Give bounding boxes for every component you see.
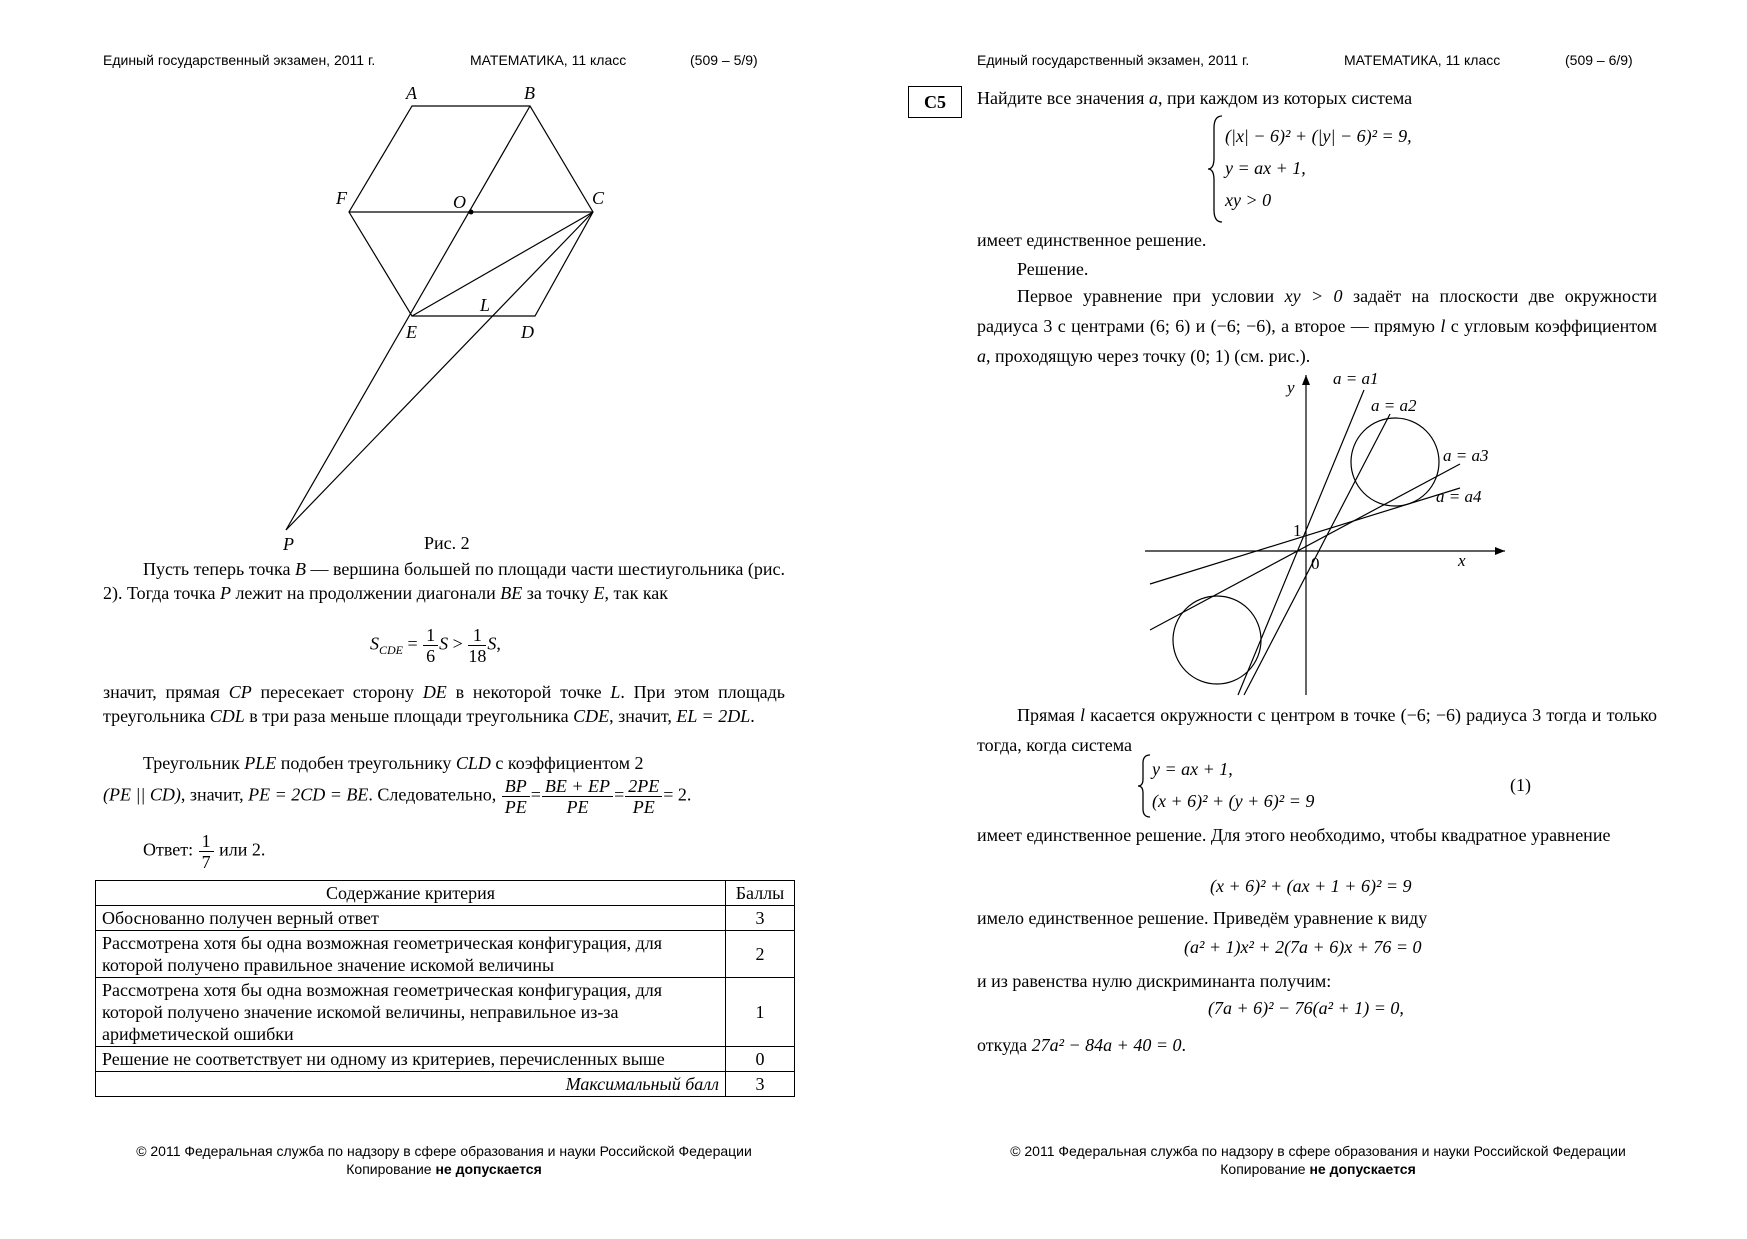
system2-number: (1) <box>1510 775 1531 795</box>
label-d: D <box>521 322 534 342</box>
right-para-2: Прямая l касается окружности с центром в точке (−6; −6) радиуса 3 тогда и только тогда, когда система <box>977 705 1657 755</box>
right-header-subject: МАТЕМАТИКА, 11 класс <box>1344 52 1501 68</box>
table-cell-criterion: Рассмотрена хотя бы одна возможная геометрическая конфигурация, для которой получено правильное значение искомой величины <box>96 931 726 978</box>
label-e: E <box>406 322 417 342</box>
answer-line: Ответ: $\frac{1}{7}$ или 2. <box>143 831 266 872</box>
right-para-4: имело единственное решение. Приведём уравнение к виду <box>977 908 1428 928</box>
right-footer <box>977 1142 1659 1178</box>
left-header-page: (509 – 5/9) <box>690 52 758 68</box>
table-cell-criterion: Рассмотрена хотя бы одна возможная геометрическая конфигурация, для которой получено значение искомой величины, неправильное из-за арифметической ошибки <box>96 978 726 1047</box>
table-header-criteria: Содержание критерия <box>96 881 726 906</box>
left-header-exam: Единый государственный экзамен, 2011 г. <box>103 52 376 68</box>
x-axis-arrow <box>1495 547 1505 555</box>
table-cell-criterion: Обоснованно получен верный ответ <box>96 906 726 931</box>
right-intro: Найдите все значения a, при каждом из которых система <box>977 88 1413 108</box>
table-cell-points: 3 <box>726 906 795 931</box>
line-a4 <box>1150 488 1460 584</box>
table-header-points: Баллы <box>726 881 795 906</box>
figure-caption: Рис. 2 <box>424 533 470 553</box>
right-footer-forbidden: не допускается <box>1309 1161 1416 1177</box>
task-label-box: C5 <box>908 86 962 118</box>
criteria-table <box>95 880 795 1097</box>
graph-x-label: x <box>1458 551 1466 570</box>
graph-zero-label: 0 <box>1311 554 1320 573</box>
label-a: A <box>406 83 417 103</box>
system2-eq-2: (x + 6)² + (y + 6)² = 9 <box>1152 791 1315 811</box>
table-row <box>96 1047 795 1072</box>
left-footer-forbidden: не допускается <box>435 1161 542 1177</box>
system2-eq-1: y = ax + 1, <box>1152 759 1233 779</box>
table-max-points: 3 <box>726 1072 795 1097</box>
system-eq-2: y = ax + 1, <box>1225 158 1306 178</box>
right-header-exam: Единый государственный экзамен, 2011 г. <box>977 52 1250 68</box>
graph-line-label-a1: a = a1 <box>1333 370 1379 388</box>
solution-label: Решение. <box>1017 259 1089 279</box>
circle-upper <box>1351 418 1439 506</box>
right-para-3: имеет единственное решение. Для этого необходимо, чтобы квадратное уравнение <box>977 825 1611 845</box>
line-a3 <box>1150 464 1460 630</box>
graph-line-label-a2: a = a2 <box>1371 396 1417 415</box>
graph-line-label-a3: a = a3 <box>1443 446 1489 465</box>
left-para-3a: Треугольник PLE подобен треугольнику CLD с коэффициентом 2 <box>143 753 644 773</box>
right-footer-copying: Копирование <box>1220 1161 1310 1177</box>
system-eq-1: (|x| − 6)² + (|y| − 6)² = 9, <box>1225 126 1412 146</box>
point-o-dot <box>469 210 474 215</box>
label-p: P <box>283 534 294 554</box>
tangent-lines-graph <box>1130 370 1510 700</box>
right-header-page: (509 – 6/9) <box>1565 52 1633 68</box>
right-footer-copyright: © 2011 Федеральная служба по надзору в сфере образования и науки Российской Федерации <box>1010 1143 1626 1159</box>
label-l: L <box>480 295 491 315</box>
label-o: O <box>453 192 466 212</box>
right-para-5: и из равенства нулю дискриминанта получим: <box>977 971 1332 991</box>
right-last-line: откуда 27a² − 84a + 40 = 0. <box>977 1035 1186 1055</box>
graph-y-label: y <box>1287 378 1295 397</box>
line-cp <box>286 212 593 530</box>
left-footer-copyright: © 2011 Федеральная служба по надзору в сфере образования и науки Российской Федерации <box>136 1143 752 1159</box>
graph-one-label: 1 <box>1293 521 1302 540</box>
line-bp <box>286 106 530 530</box>
formula-area: $S_{CDE}$ = $\frac{1}{6}$ S > $\frac{1}{18}$ S, <box>370 625 501 666</box>
table-row <box>96 906 795 931</box>
graph-line-label-a4: a = a4 <box>1436 487 1482 506</box>
label-f: F <box>336 188 347 208</box>
table-header-row <box>96 881 795 906</box>
table-row <box>96 978 795 1047</box>
system2-equations <box>1152 753 1314 817</box>
left-header-subject: МАТЕМАТИКА, 11 класс <box>470 52 627 68</box>
unique-solution-text: имеет единственное решение. <box>977 230 1207 250</box>
table-cell-points: 0 <box>726 1047 795 1072</box>
hexagon-figure <box>0 0 820 560</box>
table-cell-criterion: Решение не соответствует ни одному из критериев, перечисленных выше <box>96 1047 726 1072</box>
left-para-3b: (PE || CD), значит, PE = 2CD = BE. Следовательно, $\frac{BP}{PE}$ = $\frac{BE + EP}{PE}$ = $\frac{2PE}{PE}$ = 2. <box>103 776 692 817</box>
system-eq-3: xy > 0 <box>1225 190 1272 210</box>
equation-c: (7a + 6)² − 76(a² + 1) = 0, <box>1208 998 1404 1018</box>
table-row <box>96 931 795 978</box>
line-a1 <box>1238 390 1364 695</box>
table-cell-points: 1 <box>726 978 795 1047</box>
left-para-1: Пусть теперь точка B — вершина большей по площади части шестиугольника (рис. 2). Тогда точка P лежит на продолжении диагонали BE за точку E, так как <box>103 559 785 603</box>
left-footer-copying: Копирование <box>346 1161 436 1177</box>
label-c: C <box>592 188 605 208</box>
equation-a: (x + 6)² + (ax + 1 + 6)² = 9 <box>1210 876 1412 896</box>
equation-b: (a² + 1)x² + 2(7a + 6)x + 76 = 0 <box>1184 937 1422 957</box>
left-para-2: значит, прямая CP пересекает сторону DE в некоторой точке L. При этом площадь треугольника CDL в три раза меньше площади треугольника CDE, значит, EL = 2DL. <box>103 682 785 726</box>
label-b: B <box>524 83 535 103</box>
system-equations <box>1225 120 1412 216</box>
right-para-1: Первое уравнение при условии xy > 0 задаёт на плоскости две окружности радиуса 3 с центрами (6; 6) и (−6; −6), а второе — прямую l с угловым коэффициентом a, проходящую через точку (0; 1) (см. рис.). <box>977 286 1657 366</box>
table-max-row <box>96 1072 795 1097</box>
table-max-label: Максимальный балл <box>96 1072 726 1097</box>
table-cell-points: 2 <box>726 931 795 978</box>
left-footer <box>103 1142 785 1178</box>
y-axis-arrow <box>1302 375 1310 385</box>
